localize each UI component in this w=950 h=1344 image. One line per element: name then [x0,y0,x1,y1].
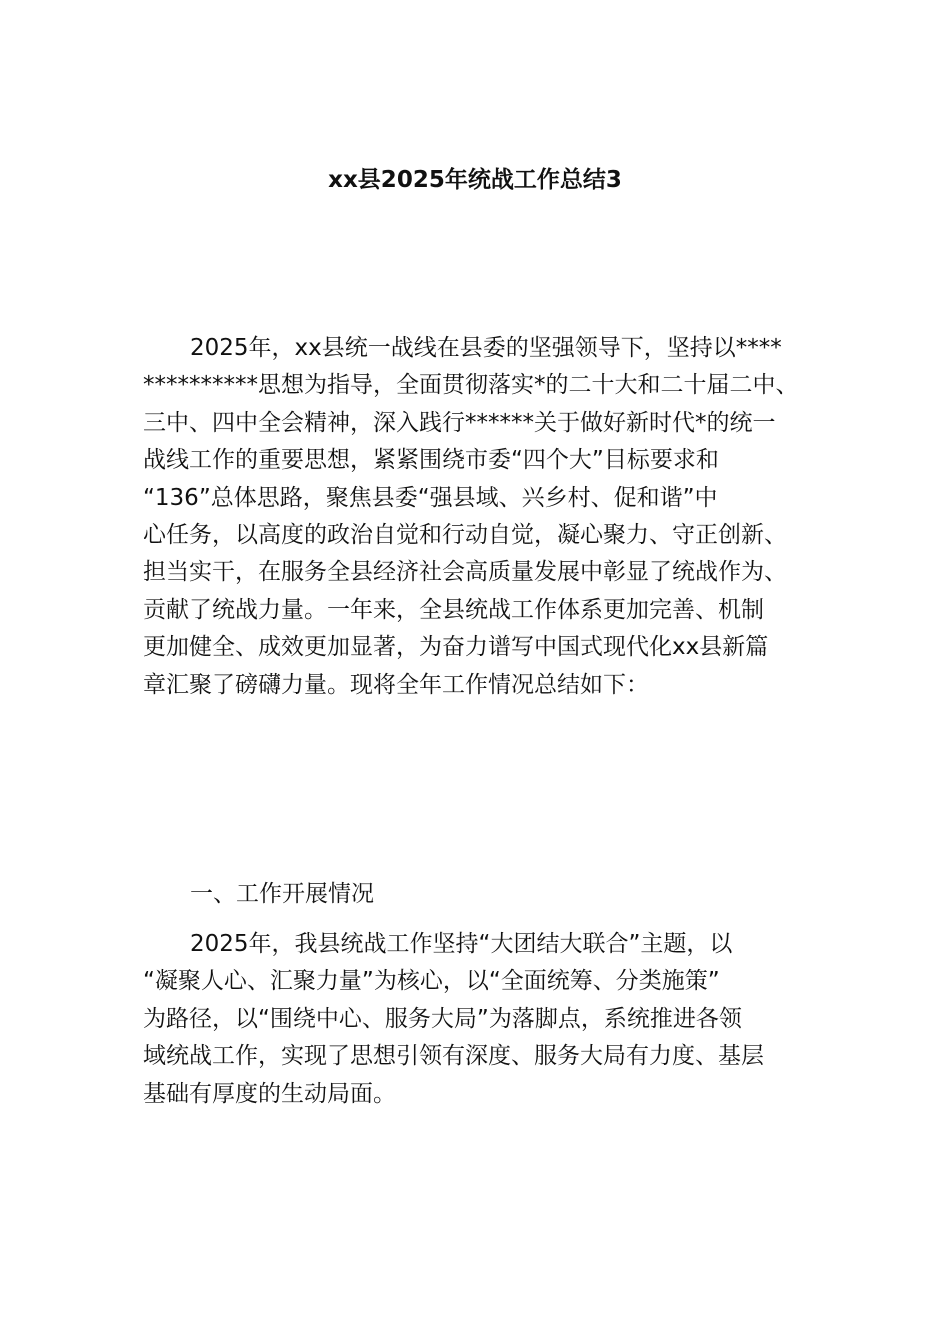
intro-line: 担当实干，在服务全县经济社会高质量发展中彰显了统战作为、 [143,559,787,586]
intro-line: 2025年，xx县统一战线在县委的坚强领导下，坚持以**** [190,335,782,361]
section-line: “凝聚人心、汇聚力量”为核心，以“全面统筹、分类施策” [143,968,720,995]
intro-line: 心任务，以高度的政治自觉和行动自觉，凝心聚力、守正创新、 [143,522,787,549]
intro-line: “136”总体思路，聚焦县委“强县域、兴乡村、促和谐”中 [143,484,718,511]
intro-line: 战线工作的重要思想，紧紧围绕市委“四个大”目标要求和 [143,447,719,474]
intro-line: 更加健全、成效更加显著，为奋力谱写中国式现代化xx县新篇 [143,634,769,661]
intro-paragraph [143,330,811,704]
intro-line: 章汇聚了磅礴力量。现将全年工作情况总结如下： [143,671,649,698]
section-line: 为路径，以“围绕中心、服务大局”为落脚点，系统推进各领 [143,1005,742,1032]
intro-line: 贡献了统战力量。一年来，全县统战工作体系更加完善、机制 [143,596,764,623]
section-line: 域统战工作，实现了思想引领有深度、服务大局有力度、基层 [143,1043,764,1070]
section-line: 基础有厚度的生动局面。 [143,1080,396,1107]
document-title: xx县2025年统战工作总结3 [328,167,622,193]
intro-line: 三中、四中全会精神，深入践行******关于做好新时代*的统一 [143,409,776,436]
section-line: 2025年，我县统战工作坚持“大团结大联合”主题，以 [190,931,733,957]
section-paragraph [143,926,811,1113]
section-heading: 一、工作开展情况 [190,881,374,907]
intro-line: **********思想为指导，全面贯彻落实*的二十大和二十届二中、 [143,372,799,399]
